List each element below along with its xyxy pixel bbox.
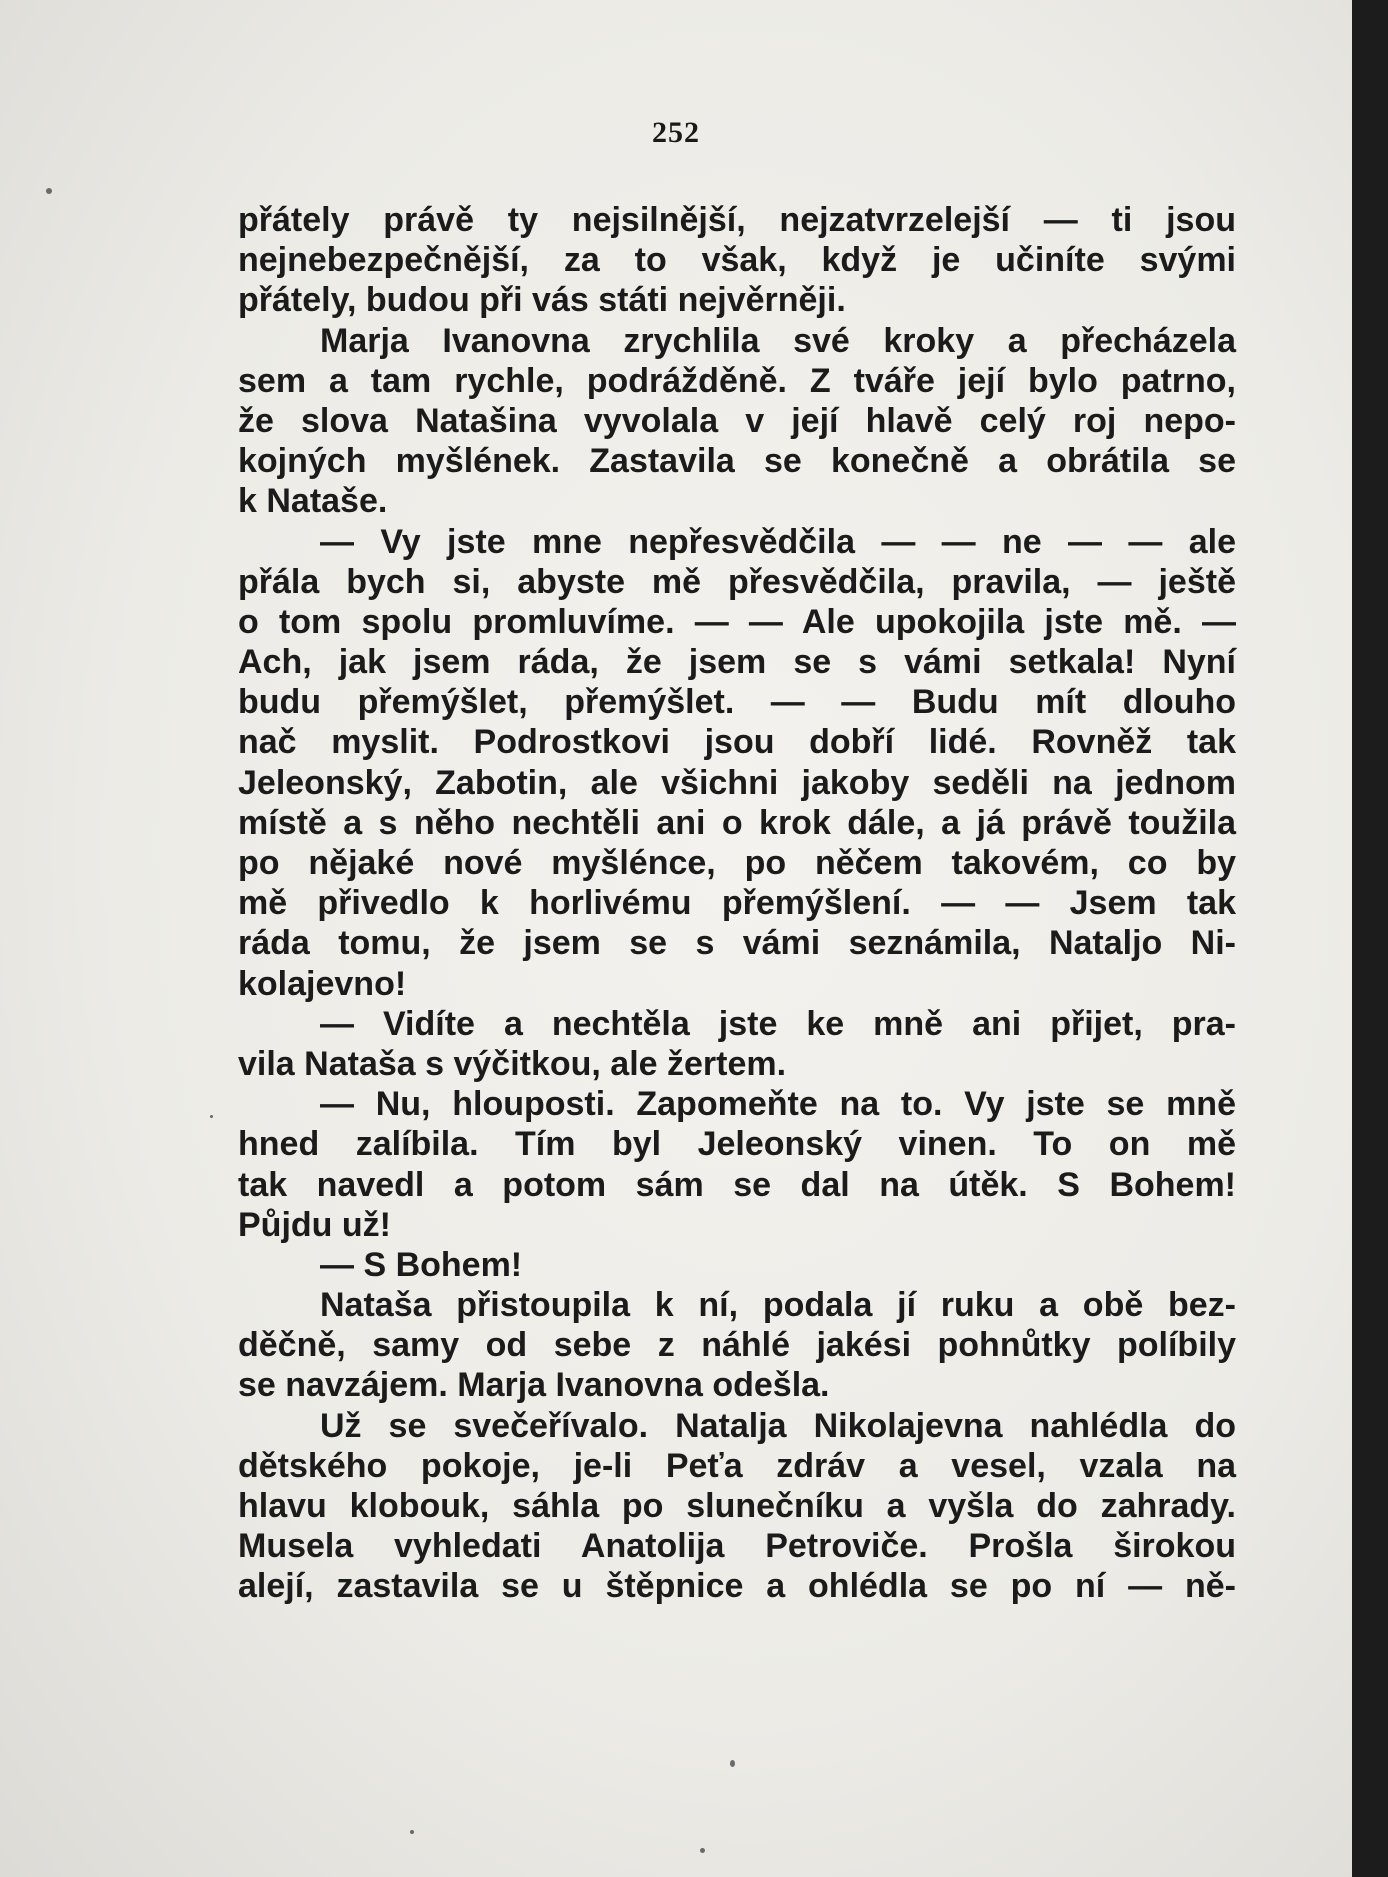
text-line: nač myslit. Podrostkovi jsou dobří lidé. Rovněž tak <box>238 723 1236 762</box>
body-text <box>238 200 1236 1607</box>
text-line: že slova Natašina vyvolala v její hlavě celý roj nepo- <box>238 401 1236 440</box>
text-line: kojných myšlének. Zastavila se konečně a obrátila se <box>238 442 1236 481</box>
text-line: vila Nataša s výčitkou, ale žertem. <box>238 1044 787 1083</box>
text-line: Půjdu už! <box>238 1205 391 1244</box>
paper-speck <box>210 1115 213 1118</box>
text-line: Marja Ivanovna zrychlila své kroky a přecházela <box>320 321 1236 360</box>
text-line: po nějaké nové myšlénce, po něčem takovém, co by <box>238 844 1236 882</box>
page-number: 252 <box>652 116 700 149</box>
text-line: — Vy jste mne nepřesvědčila — — ne — — ale <box>320 522 1236 561</box>
text-line: budu přemýšlet, přemýšlet. — — Budu mít dlouho <box>238 683 1236 722</box>
paper-speck <box>46 188 52 194</box>
text-line: alejí, zastavila se u štěpnice a ohlédla se po ní — ně- <box>238 1567 1236 1606</box>
text-line: přátely právě ty nejsilnější, nejzatvrzelejší — ti jsou <box>238 201 1236 239</box>
text-line: — Nu, hlouposti. Zapomeňte na to. Vy jste se mně <box>320 1085 1236 1124</box>
text-line: dětského pokoje, je-li Peťa zdráv a vesel, vzala na <box>238 1446 1236 1485</box>
paper-speck <box>730 1760 735 1767</box>
text-line: hlavu klobouk, sáhla po slunečníku a vyšla do zahrady. <box>238 1487 1236 1525</box>
text-line: Už se svečeřívalo. Natalja Nikolajevna nahlédla do <box>320 1406 1236 1445</box>
text-line: kolajevno! <box>238 964 407 1003</box>
text-line: mě přivedlo k horlivému přemýšlení. — — Jsem tak <box>238 884 1236 923</box>
paper-speck <box>410 1830 414 1834</box>
text-line: o tom spolu promluvíme. — — Ale upokojila jste mě. — <box>238 602 1236 641</box>
text-line: k Nataše. <box>238 482 388 521</box>
text-line: hned zalíbila. Tím byl Jeleonský vinen. To on mě <box>238 1125 1236 1164</box>
text-line: Jeleonský, Zabotin, ale všichni jakoby seděli na jednom <box>238 763 1236 802</box>
text-line: Musela vyhledati Anatolija Petroviče. Prošla širokou <box>238 1527 1236 1566</box>
paper-speck <box>700 1848 705 1853</box>
text-line: nejnebezpečnější, za to však, když je učiníte svými <box>238 241 1236 280</box>
text-line: Ach, jak jsem ráda, že jsem se s vámi setkala! Nyní <box>238 643 1236 682</box>
text-line: místě a s něho nechtěli ani o krok dále, a já právě toužila <box>238 803 1236 842</box>
text-line: přátely, budou při vás státi nejvěrněji. <box>238 281 846 320</box>
text-line: ráda tomu, že jsem se s vámi seznámila, Nataljo Ni- <box>238 924 1236 963</box>
text-line: Nataša přistoupila k ní, podala jí ruku a obě bez- <box>320 1286 1236 1325</box>
text-line: tak navedl a potom sám se dal na útěk. S Bohem! <box>238 1165 1236 1204</box>
text-line: se navzájem. Marja Ivanovna odešla. <box>238 1366 830 1405</box>
text-line: — Vidíte a nechtěla jste ke mně ani přijet, pra- <box>320 1004 1236 1043</box>
text-line: sem a tam rychle, podrážděně. Z tváře její bylo patrno, <box>238 361 1236 400</box>
text-line: děčně, samy od sebe z náhlé jakési pohnůtky políbily <box>238 1326 1236 1365</box>
text-line: přála bych si, abyste mě přesvědčila, pravila, — ještě <box>238 562 1236 601</box>
text-line: — S Bohem! <box>320 1245 523 1284</box>
